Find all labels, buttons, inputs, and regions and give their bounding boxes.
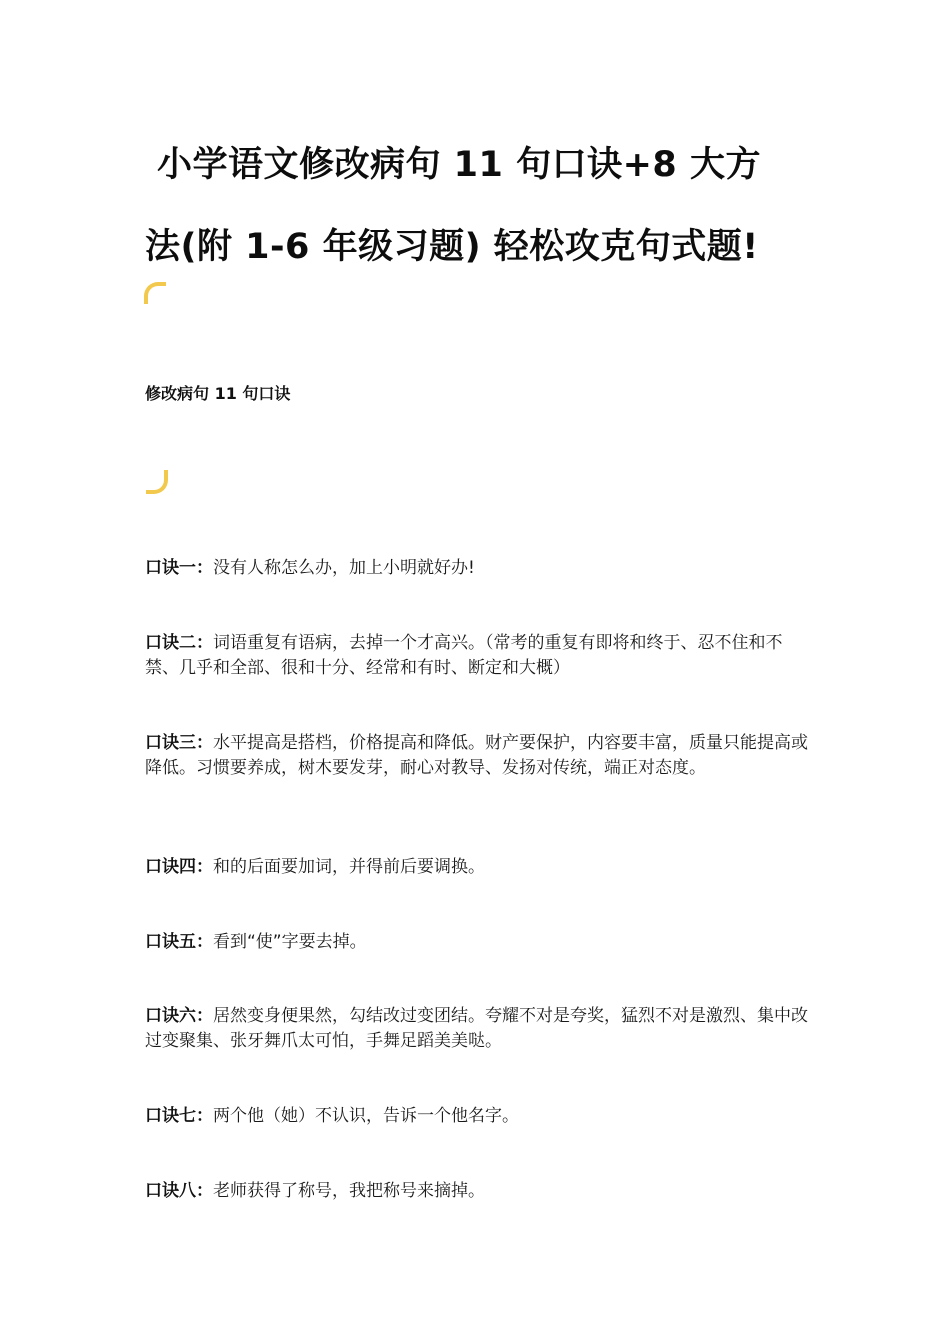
rule-item-6 — [145, 1004, 815, 1053]
rule-item-7 — [145, 1104, 815, 1129]
rule-label: 口诀八： — [145, 1181, 213, 1201]
rule-text: 和的后面要加词，并得前后要调换。 — [213, 857, 485, 877]
document-title — [145, 124, 815, 288]
rule-text: 词语重复有语病，去掉一个才高兴。（常考的重复有即将和终于、忍不住和不禁、几乎和全部、很和十分、经常和有时、断定和大概） — [145, 633, 783, 678]
rule-label: 口诀三： — [145, 733, 213, 753]
rule-item-2 — [145, 631, 815, 680]
rule-text: 两个他（她）不认识，告诉一个他名字。 — [213, 1106, 519, 1126]
rule-item-5 — [145, 930, 815, 955]
rule-label: 口诀二： — [145, 633, 213, 653]
rule-text: 居然变身便果然，勾结改过变团结。夸耀不对是夸奖，猛烈不对是激烈、集中改过变聚集、张牙舞爪太可怕，手舞足蹈美美哒。 — [145, 1006, 808, 1051]
opening-bracket-decoration — [144, 282, 166, 304]
rule-text: 水平提高是搭档，价格提高和降低。财产要保护，内容要丰富，质量只能提高或降低。习惯要养成，树木要发芽，耐心对教导、发扬对传统，端正对态度。 — [145, 733, 808, 778]
title-line-1: 小学语文修改病句 11 句口诀+8 大方 — [157, 145, 761, 185]
section-heading: 修改病句 11 句口诀 — [145, 384, 291, 403]
rule-item-3 — [145, 731, 815, 780]
rule-label: 口诀七： — [145, 1106, 213, 1126]
closing-bracket-decoration — [146, 470, 168, 494]
rule-text: 没有人称怎么办，加上小明就好办! — [213, 558, 475, 578]
rule-label: 口诀六： — [145, 1006, 213, 1026]
rule-item-4 — [145, 855, 815, 880]
rule-text: 看到“使”字要去掉。 — [213, 932, 367, 952]
rule-text: 老师获得了称号，我把称号来摘掉。 — [213, 1181, 485, 1201]
rule-item-8 — [145, 1179, 815, 1204]
rule-label: 口诀一： — [145, 558, 213, 578]
rule-item-1 — [145, 556, 815, 581]
rule-label: 口诀五： — [145, 932, 213, 952]
title-line-2: 法(附 1-6 年级习题) 轻松攻克句式题! — [145, 227, 759, 267]
rule-label: 口诀四： — [145, 857, 213, 877]
